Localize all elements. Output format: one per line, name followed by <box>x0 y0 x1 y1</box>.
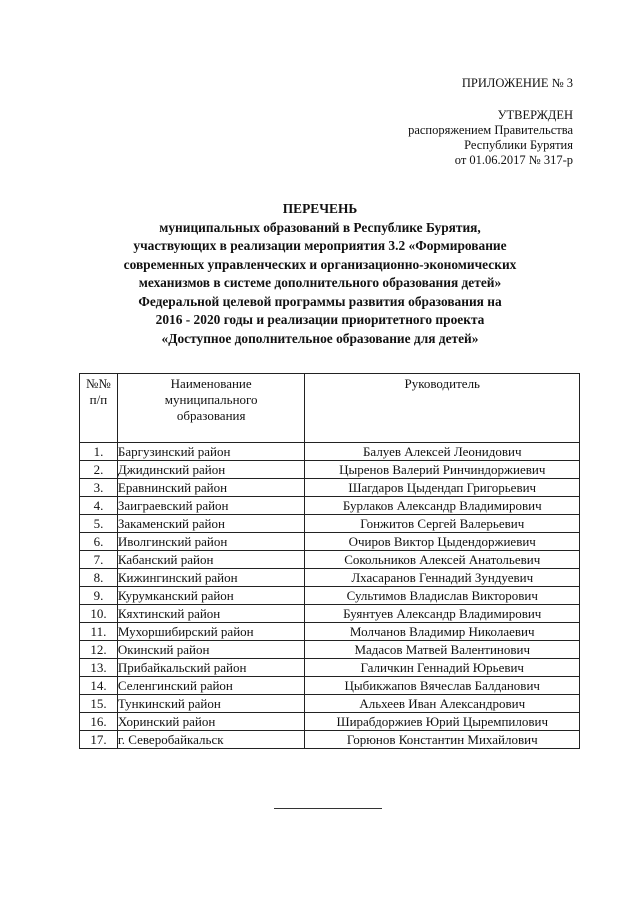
row-number: 8. <box>80 569 118 587</box>
row-number: 16. <box>80 713 118 731</box>
row-number: 17. <box>80 731 118 749</box>
row-head: Цыренов Валерий Ринчиндоржиевич <box>305 461 580 479</box>
row-number: 1. <box>80 443 118 461</box>
row-head: Шагдаров Цыдендап Григорьевич <box>305 479 580 497</box>
header-head <box>305 374 580 443</box>
table-row <box>80 551 580 569</box>
title-line: современных управленческих и организационно-экономических <box>123 256 517 272</box>
header-municipality-line: образования <box>176 408 246 423</box>
header-municipality <box>117 374 305 443</box>
row-number: 13. <box>80 659 118 677</box>
table-row <box>80 479 580 497</box>
table-row <box>80 461 580 479</box>
title-line: механизмов в системе дополнительного образования детей» <box>138 275 502 290</box>
row-head: Буянтуев Александр Владимирович <box>305 605 580 623</box>
row-number: 10. <box>80 605 118 623</box>
row-head: Галичкин Геннадий Юрьевич <box>305 659 580 677</box>
republic-label: Республики Бурятия <box>464 138 573 152</box>
title-line: муниципальных образований в Республике Бурятия, <box>159 219 481 235</box>
row-number: 2. <box>80 461 118 479</box>
table-header-row <box>80 374 580 443</box>
table-row <box>80 497 580 515</box>
table-row <box>80 515 580 533</box>
row-number: 4. <box>80 497 118 515</box>
row-number: 5. <box>80 515 118 533</box>
row-municipality: Мухоршибирский район <box>117 623 305 641</box>
municipalities-table <box>79 373 580 749</box>
row-head: Лхасаранов Геннадий Зундуевич <box>305 569 580 587</box>
header-number-line: п/п <box>89 392 108 407</box>
document-title <box>0 200 640 348</box>
row-municipality: Селенгинский район <box>117 677 305 695</box>
table-row <box>80 713 580 731</box>
table-body <box>80 443 580 749</box>
row-municipality: Закаменский район <box>117 515 305 533</box>
row-municipality: Курумканский район <box>117 587 305 605</box>
row-number: 12. <box>80 641 118 659</box>
row-head: Цыбикжапов Вячеслав Балданович <box>305 677 580 695</box>
row-head: Балуев Алексей Леонидович <box>305 443 580 461</box>
table-row <box>80 677 580 695</box>
header-municipality-line: Наименование <box>170 376 252 391</box>
table-row <box>80 623 580 641</box>
table-row <box>80 533 580 551</box>
row-number: 15. <box>80 695 118 713</box>
row-municipality: Еравнинский район <box>117 479 305 497</box>
row-head: Альхеев Иван Александрович <box>305 695 580 713</box>
row-head: Гонжитов Сергей Валерьевич <box>305 515 580 533</box>
row-number: 3. <box>80 479 118 497</box>
row-head: Мадасов Матвей Валентинович <box>305 641 580 659</box>
table-row <box>80 641 580 659</box>
row-number: 11. <box>80 623 118 641</box>
approval-block <box>408 108 573 168</box>
row-head: Горюнов Константин Михайлович <box>305 731 580 749</box>
row-head: Молчанов Владимир Николаевич <box>305 623 580 641</box>
row-municipality: Кижингинский район <box>117 569 305 587</box>
row-municipality: Иволгинский район <box>117 533 305 551</box>
table-row <box>80 731 580 749</box>
row-number: 9. <box>80 587 118 605</box>
row-head: Сультимов Владислав Викторович <box>305 587 580 605</box>
title-line: «Доступное дополнительное образование для детей» <box>161 330 479 346</box>
row-municipality: Заиграевский район <box>117 497 305 515</box>
footer-divider <box>274 808 382 809</box>
title-line: участвующих в реализации мероприятия 3.2 «Формирование <box>133 238 507 253</box>
header-number-line: №№ <box>86 376 111 391</box>
row-municipality: Окинский район <box>117 641 305 659</box>
table-row <box>80 605 580 623</box>
row-municipality: Прибайкальский район <box>117 659 305 677</box>
title-line: 2016 - 2020 годы и реализации приоритетного проекта <box>155 312 485 327</box>
row-number: 6. <box>80 533 118 551</box>
table-row <box>80 569 580 587</box>
header-municipality-line: муниципального <box>164 392 258 407</box>
header-head-label: Руководитель <box>404 376 480 391</box>
title-line: Федеральной целевой программы развития образования на <box>138 293 502 309</box>
title-line: ПЕРЕЧЕНЬ <box>282 201 358 216</box>
row-municipality: Баргузинский район <box>117 443 305 461</box>
row-municipality: Джидинский район <box>117 461 305 479</box>
decree-date-number: от 01.06.2017 № 317-р <box>454 153 573 167</box>
row-number: 7. <box>80 551 118 569</box>
row-municipality: Тункинский район <box>117 695 305 713</box>
row-municipality: г. Северобайкальск <box>117 731 305 749</box>
row-head: Очиров Виктор Цыдендоржиевич <box>305 533 580 551</box>
table-row <box>80 587 580 605</box>
row-municipality: Кяхтинский район <box>117 605 305 623</box>
table-row <box>80 443 580 461</box>
row-head: Ширабдоржиев Юрий Цыремпилович <box>305 713 580 731</box>
decree-label: распоряжением Правительства <box>408 123 573 137</box>
row-number: 14. <box>80 677 118 695</box>
table-row <box>80 659 580 677</box>
row-municipality: Хоринский район <box>117 713 305 731</box>
row-head: Бурлаков Александр Владимирович <box>305 497 580 515</box>
approved-label: УТВЕРЖДЕН <box>497 108 573 122</box>
row-municipality: Кабанский район <box>117 551 305 569</box>
table-row <box>80 695 580 713</box>
appendix-label: ПРИЛОЖЕНИЕ № 3 <box>461 76 573 90</box>
row-head: Сокольников Алексей Анатольевич <box>305 551 580 569</box>
header-number <box>80 374 118 443</box>
